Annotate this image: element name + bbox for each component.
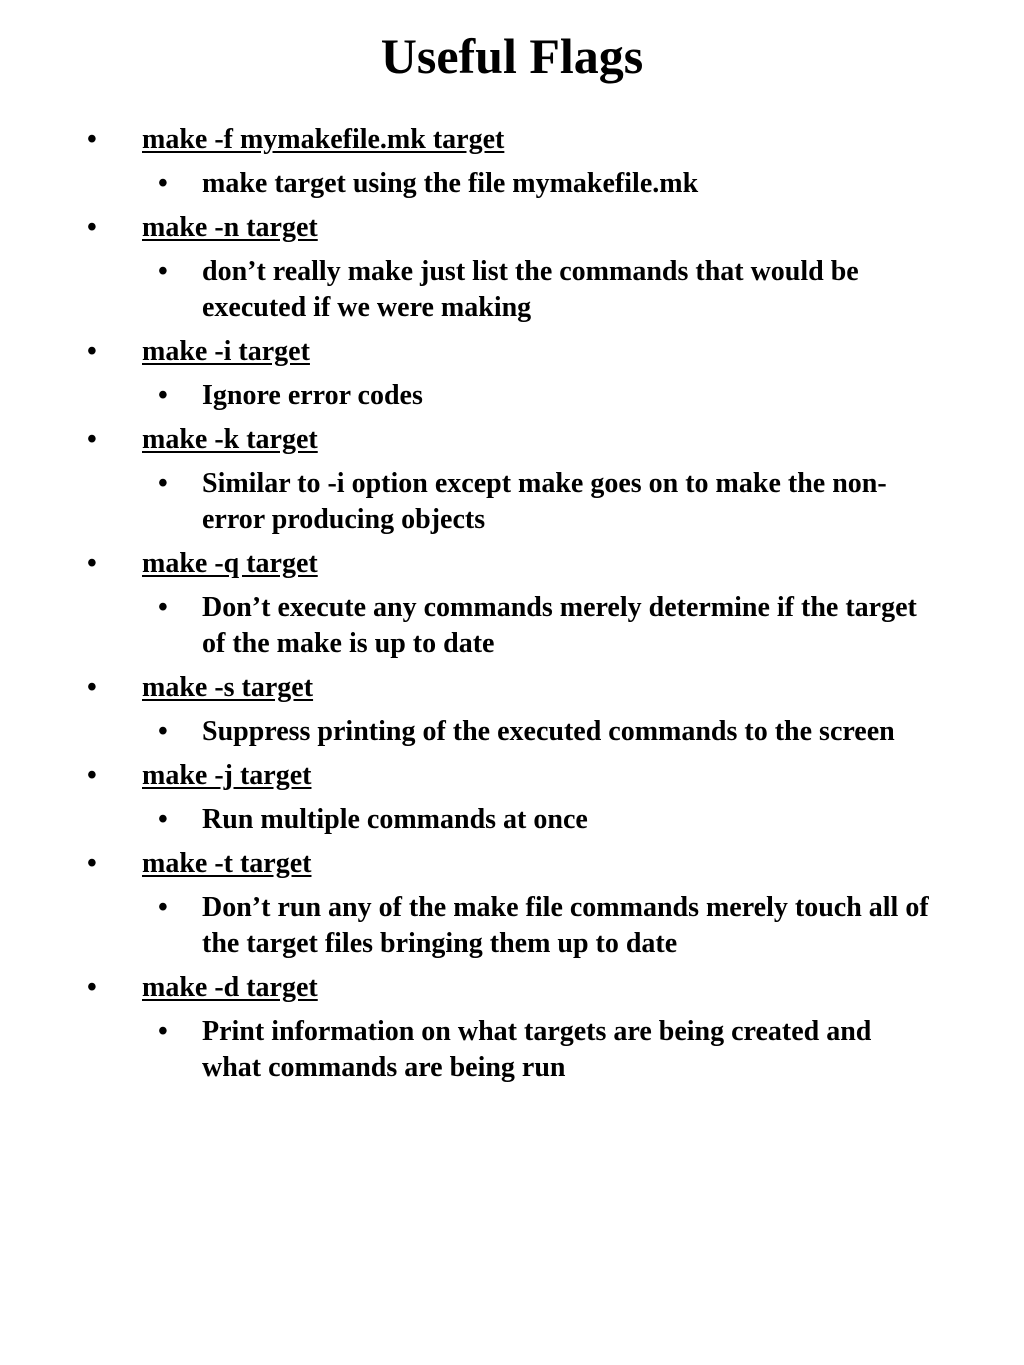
sub-bullet: • xyxy=(158,716,168,747)
bullet: • xyxy=(87,424,97,455)
flag-command: make -n target xyxy=(142,212,318,243)
flag-description: Ignore error codes xyxy=(202,380,423,411)
flag-item-f xyxy=(0,122,1024,202)
flag-command: make -q target xyxy=(142,548,318,579)
sub-bullet: • xyxy=(158,592,168,623)
page-title: Useful Flags xyxy=(380,28,644,84)
flag-command: make -t target xyxy=(142,848,312,879)
bullet: • xyxy=(87,124,97,155)
flag-item-n xyxy=(0,210,1024,326)
sub-bullet: • xyxy=(158,256,168,287)
flag-description: don’t really make just list the commands that would be executed if we were making xyxy=(202,256,859,323)
sub-bullet: • xyxy=(158,892,168,923)
flag-description: Print information on what targets are being created and what commands are being run xyxy=(202,1016,872,1083)
flag-description: Don’t execute any commands merely determine if the target of the make is up to date xyxy=(202,592,917,659)
sub-bullet: • xyxy=(158,380,168,411)
flag-command: make -k target xyxy=(142,424,318,455)
sub-bullet: • xyxy=(158,1016,168,1047)
flag-item-j xyxy=(0,758,1024,838)
flag-description: Suppress printing of the executed commands to the screen xyxy=(202,716,895,747)
flag-item-d xyxy=(0,970,1024,1086)
bullet: • xyxy=(87,548,97,579)
flag-command: make -s target xyxy=(142,672,314,703)
flag-command: make -j target xyxy=(142,760,312,791)
flag-command: make -f mymakefile.mk target xyxy=(142,124,505,155)
flag-item-i xyxy=(0,334,1024,414)
bullet: • xyxy=(87,212,97,243)
bullet: • xyxy=(87,672,97,703)
sub-bullet: • xyxy=(158,468,168,499)
flag-description: Don’t run any of the make file commands merely touch all of the target files bringing them up to date xyxy=(202,892,929,959)
flag-command: make -d target xyxy=(142,972,318,1003)
flag-item-q xyxy=(0,546,1024,662)
bullet: • xyxy=(87,848,97,879)
flag-command: make -i target xyxy=(142,336,310,367)
flag-description: Similar to -i option except make goes on to make the non-error producing objects xyxy=(202,468,887,535)
bullet: • xyxy=(87,336,97,367)
flag-description: make target using the file mymakefile.mk xyxy=(202,168,699,199)
flag-item-t xyxy=(0,846,1024,962)
flag-description: Run multiple commands at once xyxy=(202,804,588,835)
flag-item-k xyxy=(0,422,1024,538)
bullet: • xyxy=(87,972,97,1003)
bullet: • xyxy=(87,760,97,791)
sub-bullet: • xyxy=(158,804,168,835)
sub-bullet: • xyxy=(158,168,168,199)
flag-list xyxy=(0,122,1024,1094)
flag-item-s xyxy=(0,670,1024,750)
